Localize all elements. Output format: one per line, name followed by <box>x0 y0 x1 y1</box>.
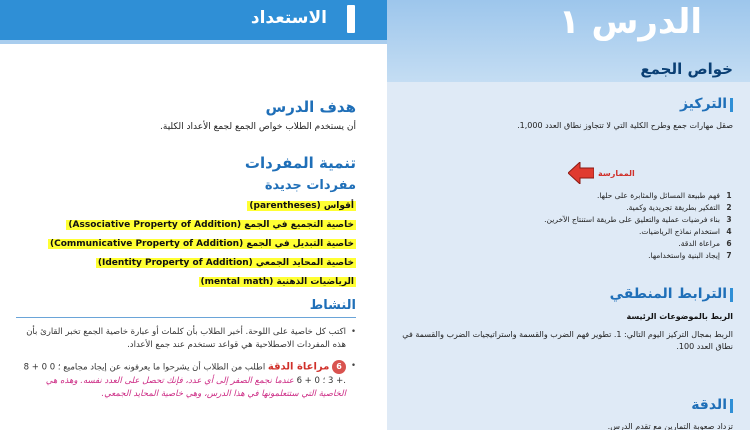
step-text: بناء فرضيات عملية والتعليق على طريقة استنتاج الآخرين. <box>544 215 720 224</box>
objective-title: هدف الدرس <box>265 98 356 116</box>
vocab-item <box>16 257 356 269</box>
precision-note: عندما نجمع الصفر إلى أي عدد، فإنك تحصل على العدد نفسه. وهذه هي الخاصية التي ستتعلمونها في هذا الدرس، وهي خاصية المحايد الجمعي. <box>45 375 346 399</box>
vocab-arabic: أقواس <box>323 201 354 211</box>
step-text: التفكير بطريقة تجريدية وكمية. <box>626 203 720 212</box>
band-stripe <box>0 40 387 44</box>
new-vocabulary-subtitle: مفردات جديدة <box>264 178 356 193</box>
step-number: 4 <box>726 227 732 236</box>
vocab-english: (Communicative Property of Addition) <box>49 239 244 249</box>
precision-bullet <box>16 360 356 401</box>
practice-number-badge: 6 <box>332 360 346 374</box>
band-marker-icon <box>347 5 355 33</box>
practice-step <box>398 214 733 226</box>
practice-label: الممارسة <box>598 168 635 178</box>
practice-step <box>398 190 733 202</box>
coherence-text: الربط بمجال التركيز اليوم التالي: 1. تطوير فهم الضرب والقسمة واستراتيجيات الضرب والقسمة في نطاق العدد 100. <box>402 330 733 351</box>
vocabulary-title: تنمية المفردات <box>244 154 356 172</box>
step-text: مراعاة الدقة. <box>678 239 720 248</box>
vocab-english: (Identity Property of Addition) <box>97 258 253 268</box>
activity-bullet: • اكتب كل خاصية على اللوحة. أخبر الطلاب بأن كلمات أو عبارة خاصية الجمع تخبر القارئ بأن هذه المفردات الاصطلاحية هي قواعد تستخدم عند جمع الأعداد. <box>16 326 356 352</box>
coherence-title: الترابط المنطقي <box>398 286 733 302</box>
right-panel <box>398 60 733 430</box>
arrow-left-icon <box>568 162 594 184</box>
vocab-arabic: الرياضيات الذهنية <box>276 277 354 287</box>
vocab-english: (mental math) <box>200 277 274 287</box>
left-content <box>16 92 356 401</box>
getting-ready-band <box>0 0 387 40</box>
lesson-title: خواص الجمع <box>640 60 733 78</box>
vocab-arabic: خاصية التبديل في الجمع <box>246 239 354 249</box>
step-number: 3 <box>726 215 732 224</box>
rigor-title: الدقة <box>398 397 733 413</box>
vocab-arabic: خاصية التجميع في الجمع <box>244 220 354 230</box>
step-text: فهم طبيعة المسائل والمثابرة على حلها. <box>596 191 720 200</box>
step-text: إيجاد البنية واستخدامها. <box>648 251 720 260</box>
vocab-english: (parentheses) <box>249 201 321 211</box>
precision-label: مراعاة الدقة <box>267 361 330 373</box>
objective-text: أن يستخدم الطلاب خواص الجمع لجمع الأعداد الكلية. <box>160 122 356 132</box>
focus-text: صقل مهارات جمع وطرح الكلية التي لا تتجاوز نطاق العدد 1,000. <box>517 121 733 130</box>
step-number: 7 <box>726 251 732 260</box>
practice-header <box>398 162 733 184</box>
precision-text: اطلب من الطلاب أن يشرحوا ما يعرفونه عن إيجاد مجاميع <box>63 362 266 373</box>
coherence-subtitle: الربط بالموضوعات الرئيسة <box>626 312 733 321</box>
practice-step <box>398 238 733 250</box>
vocab-item <box>16 200 356 212</box>
step-number: 6 <box>726 239 732 248</box>
activity-title: النشاط <box>309 298 356 313</box>
vocab-item <box>16 276 356 288</box>
vocabulary-list <box>16 200 356 288</box>
step-text: استخدام نماذج الرياضيات. <box>638 227 720 236</box>
vocab-english: (Associative Property of Addition) <box>68 220 242 230</box>
vocab-arabic: خاصية المحايد الجمعي <box>255 258 354 268</box>
activity-divider <box>16 317 356 318</box>
rigor-text: تزداد صعوبة التمارين مع تقدم الدرس. <box>607 422 733 430</box>
lesson-number-heading: الدرس ١ <box>558 2 702 42</box>
equations: 8 + 0 ؛ 0 + 3 ؛ 0 + 6. <box>23 362 346 386</box>
practice-step <box>398 250 733 262</box>
getting-ready-title: الاستعداد <box>250 8 327 28</box>
focus-title: التركيز <box>398 96 733 112</box>
practice-steps <box>398 190 733 262</box>
practice-step <box>398 226 733 238</box>
step-number: 2 <box>726 203 732 212</box>
step-number: 1 <box>726 191 732 200</box>
vocab-item <box>16 219 356 231</box>
vocab-item <box>16 238 356 250</box>
practice-step <box>398 202 733 214</box>
